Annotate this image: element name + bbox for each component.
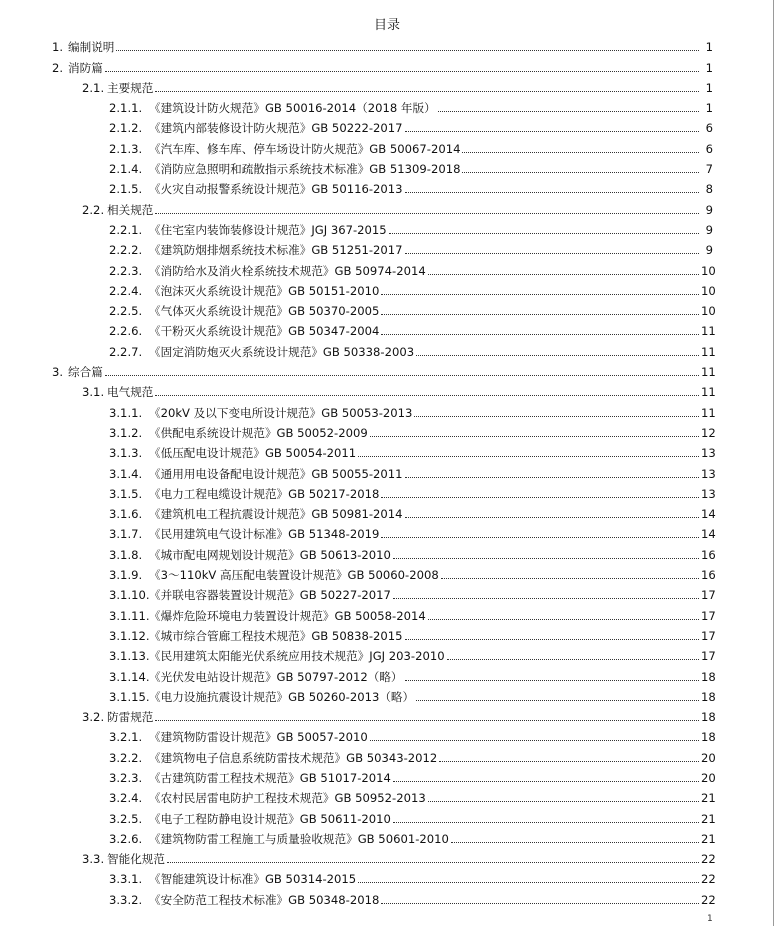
toc-dot-leader — [105, 365, 699, 379]
toc-entry-title: 《智能建筑设计标准》GB 50314-2015 — [149, 872, 357, 887]
toc-title: 目录 — [373, 18, 400, 33]
toc-entry-page: 10 — [701, 263, 716, 278]
toc-entry[interactable] — [0, 115, 774, 135]
toc-entry-title: 《城市综合管廊工程技术规范》GB 50838-2015 — [149, 628, 403, 643]
toc-entry-title: 《电子工程防静电设计规范》GB 50611-2010 — [149, 811, 391, 826]
toc-entry[interactable] — [0, 562, 774, 582]
toc-entry-number: 3.1.10. — [109, 588, 150, 603]
toc-entry[interactable] — [0, 298, 774, 318]
toc-entry-page: 20 — [701, 770, 716, 785]
toc-entry-page: 17 — [701, 628, 716, 643]
toc-dot-leader — [381, 527, 699, 541]
toc-entry-number: 3.3. — [82, 852, 105, 867]
toc-dot-leader — [370, 426, 699, 440]
toc-dot-leader — [405, 507, 699, 521]
toc-entry-number: 1. — [52, 40, 64, 55]
toc-entry-title: 《电力设施抗震设计规范》GB 50260-2013（略） — [149, 689, 415, 704]
toc-entry-page: 11 — [701, 365, 716, 380]
toc-entry[interactable] — [0, 318, 774, 338]
toc-entry-page: 14 — [701, 527, 716, 542]
toc-entry-number: 3.1.1. — [109, 405, 143, 420]
toc-entry-page: 9 — [705, 222, 713, 237]
toc-entry-title: 主要规范 — [107, 80, 154, 95]
toc-dot-leader — [462, 162, 699, 176]
toc-entry[interactable] — [0, 338, 774, 358]
toc-entry-page: 10 — [701, 304, 716, 319]
toc-dot-leader — [405, 243, 699, 257]
toc-entry-page: 1 — [705, 101, 713, 116]
toc-entry[interactable] — [0, 805, 774, 825]
toc-entry[interactable] — [0, 34, 774, 54]
toc-entry-title: 《电力工程电缆设计规范》GB 50217-2018 — [149, 486, 380, 501]
toc-entry-title: 《民用建筑电气设计标准》GB 51348-2019 — [149, 527, 380, 542]
toc-dot-leader — [393, 812, 699, 826]
toc-entry-number: 2.2.5. — [109, 304, 143, 319]
toc-entry-title: 《农村民居雷电防护工程技术规范》GB 50952-2013 — [149, 791, 426, 806]
toc-entry[interactable] — [0, 704, 774, 724]
toc-entry-page: 11 — [701, 344, 716, 359]
toc-entry-title: 《并联电容器装置设计规范》GB 50227-2017 — [149, 588, 391, 603]
toc-entry[interactable] — [0, 501, 774, 521]
toc-dot-leader — [428, 609, 699, 623]
toc-entry-page: 1 — [705, 60, 713, 75]
toc-entry-page: 10 — [701, 283, 716, 298]
toc-entry-number: 3.1.4. — [109, 466, 143, 481]
toc-entry-page: 22 — [701, 872, 716, 887]
toc-dot-leader — [381, 487, 699, 501]
toc-entry-title: 智能化规范 — [107, 852, 165, 867]
toc-entry-page: 22 — [701, 892, 716, 907]
toc-entry-number: 3.1.5. — [109, 486, 143, 501]
toc-dot-leader — [155, 385, 699, 399]
toc-entry[interactable] — [0, 156, 774, 176]
toc-entry-number: 2.2.3. — [109, 263, 143, 278]
toc-entry-title: 防雷规范 — [107, 710, 154, 725]
toc-entry-title: 编制说明 — [68, 40, 115, 55]
toc-entry-title: 《泡沫灭火系统设计规范》GB 50151-2010 — [149, 283, 380, 298]
toc-dot-leader — [451, 832, 699, 846]
toc-entry-page: 1 — [705, 80, 713, 95]
toc-entry-number: 2.2.1. — [109, 222, 143, 237]
toc-entry-page: 17 — [701, 649, 716, 664]
toc-entry-number: 3.1.13. — [109, 649, 150, 664]
toc-entry[interactable] — [0, 257, 774, 277]
toc-entry-title: 《气体灭火系统设计规范》GB 50370-2005 — [149, 304, 380, 319]
toc-entry-title: 《建筑物防雷工程施工与质量验收规范》GB 50601-2010 — [149, 831, 449, 846]
toc-dot-leader — [462, 142, 699, 156]
toc-entry[interactable] — [0, 846, 774, 866]
toc-entry-title: 相关规范 — [107, 202, 154, 217]
toc-entry[interactable] — [0, 785, 774, 805]
toc-entry-title: 《建筑设计防火规范》GB 50016-2014（2018 年版） — [149, 101, 436, 116]
toc-entry-page: 16 — [701, 547, 716, 562]
toc-entry[interactable] — [0, 643, 774, 663]
toc-entry-number: 2.1.5. — [109, 182, 143, 197]
toc-entry[interactable] — [0, 135, 774, 155]
toc-entry-page: 12 — [701, 425, 716, 440]
toc-entry[interactable] — [0, 399, 774, 419]
toc-entry-number: 3.1.11. — [109, 608, 150, 623]
toc-dot-leader — [438, 101, 699, 115]
toc-entry-number: 3.1.9. — [109, 568, 143, 583]
toc-entry-title: 《建筑内部装修设计防火规范》GB 50222-2017 — [149, 121, 403, 136]
toc-entry-title: 《建筑机电工程抗震设计规范》GB 50981-2014 — [149, 507, 403, 522]
toc-dot-leader — [414, 406, 699, 420]
toc-entry-number: 3.2.1. — [109, 730, 143, 745]
toc-entry[interactable] — [0, 420, 774, 440]
toc-entry-title: 《低压配电设计规范》GB 50054-2011 — [149, 446, 357, 461]
toc-entry[interactable] — [0, 582, 774, 602]
toc-entry[interactable] — [0, 541, 774, 561]
toc-dot-leader — [439, 751, 699, 765]
toc-entry-title: 《3～110kV 高压配电装置设计规范》GB 50060-2008 — [149, 568, 439, 583]
toc-entry-title: 消防篇 — [68, 60, 103, 75]
toc-entry-number: 3.2. — [82, 710, 105, 725]
toc-entry-title: 《通用用电设备配电设计规范》GB 50055-2011 — [149, 466, 403, 481]
toc-entry[interactable] — [0, 724, 774, 744]
toc-entry-title: 《消防应急照明和疏散指示系统技术标准》GB 51309-2018 — [149, 162, 461, 177]
toc-entry-number: 3.1.12. — [109, 628, 150, 643]
toc-entry-number: 3.3.1. — [109, 872, 143, 887]
toc-entry-number: 3.2.3. — [109, 770, 143, 785]
toc-dot-leader — [370, 730, 699, 744]
toc-dot-leader — [381, 304, 699, 318]
toc-dot-leader — [447, 649, 699, 663]
toc-entry-number: 2.1.1. — [109, 101, 143, 116]
toc-entry[interactable] — [0, 521, 774, 541]
toc-entry-number: 3.2.2. — [109, 750, 143, 765]
toc-entry-page: 13 — [701, 446, 716, 461]
toc-entry-page: 21 — [701, 831, 716, 846]
toc-dot-leader — [405, 121, 699, 135]
toc-entry[interactable] — [0, 359, 774, 379]
toc-dot-leader — [393, 588, 699, 602]
toc-entry-page: 8 — [705, 182, 713, 197]
toc-entry-number: 3.1. — [82, 385, 105, 400]
toc-entry-title: 《建筑物电子信息系统防雷技术规范》GB 50343-2012 — [149, 750, 438, 765]
toc-entry-number: 3.1.8. — [109, 547, 143, 562]
toc-entry[interactable] — [0, 866, 774, 886]
toc-entry-title: 《古建筑防雷工程技术规范》GB 51017-2014 — [149, 770, 391, 785]
toc-dot-leader — [405, 182, 699, 196]
toc-entry-title: 《建筑物防雷设计规范》GB 50057-2010 — [149, 730, 368, 745]
toc-entry-number: 3.2.4. — [109, 791, 143, 806]
toc-entry-page: 1 — [705, 40, 713, 55]
toc-entry-number: 3.1.3. — [109, 446, 143, 461]
toc-dot-leader — [405, 670, 699, 684]
toc-entry-number: 2.1.3. — [109, 141, 143, 156]
toc-dot-leader — [358, 446, 699, 460]
toc-entry[interactable] — [0, 684, 774, 704]
toc-entry-page: 16 — [701, 568, 716, 583]
toc-entry-title: 《供配电系统设计规范》GB 50052-2009 — [149, 425, 368, 440]
toc-dot-leader — [167, 852, 699, 866]
toc-entry-number: 2. — [52, 60, 64, 75]
toc-dot-leader — [393, 548, 699, 562]
toc-entry-title: 《火灾自动报警系统设计规范》GB 50116-2013 — [149, 182, 403, 197]
toc-entry-page: 13 — [701, 486, 716, 501]
toc-entry-page: 14 — [701, 507, 716, 522]
toc-entry-page: 18 — [701, 710, 716, 725]
toc-entry[interactable] — [0, 440, 774, 460]
toc-dot-leader — [105, 61, 699, 75]
toc-entry-number: 3.1.15. — [109, 689, 150, 704]
toc-dot-leader — [381, 324, 699, 338]
toc-entry-number: 2.1.2. — [109, 121, 143, 136]
toc-entry-page: 17 — [701, 588, 716, 603]
toc-entry-page: 18 — [701, 730, 716, 745]
toc-entry-page: 22 — [701, 852, 716, 867]
toc-entry[interactable] — [0, 826, 774, 846]
toc-entry[interactable] — [0, 176, 774, 196]
toc-entry-page: 11 — [701, 385, 716, 400]
toc-dot-leader — [381, 893, 699, 907]
toc-entry-title: 综合篇 — [68, 365, 103, 380]
toc-entry-number: 3.1.2. — [109, 425, 143, 440]
toc-entry-page: 9 — [705, 202, 713, 217]
toc-entry-page: 21 — [701, 811, 716, 826]
toc-entry-number: 2.1. — [82, 80, 105, 95]
toc-entry-number: 2.2. — [82, 202, 105, 217]
toc-entry[interactable] — [0, 237, 774, 257]
toc-dot-leader — [155, 203, 699, 217]
toc-entry-page: 18 — [701, 669, 716, 684]
toc-entry-title: 《20kV 及以下变电所设计规范》GB 50053-2013 — [149, 405, 413, 420]
toc-entry-title: 《民用建筑太阳能光伏系统应用技术规范》JGJ 203-2010 — [149, 649, 445, 664]
toc-entry-title: 《城市配电网规划设计规范》GB 50613-2010 — [149, 547, 391, 562]
toc-entry[interactable] — [0, 278, 774, 298]
toc-entry-page: 9 — [705, 243, 713, 258]
toc-entry[interactable] — [0, 886, 774, 906]
toc-entry-page: 11 — [701, 405, 716, 420]
toc-entry-number: 3.3.2. — [109, 892, 143, 907]
toc-entry[interactable] — [0, 95, 774, 115]
toc-dot-leader — [428, 264, 699, 278]
toc-entry-title: 《固定消防炮灭火系统设计规范》GB 50338-2003 — [149, 344, 415, 359]
toc-entry[interactable] — [0, 765, 774, 785]
toc-entry-number: 2.2.7. — [109, 344, 143, 359]
toc-entry[interactable] — [0, 460, 774, 480]
toc-entry[interactable] — [0, 663, 774, 683]
toc-entry-number: 3. — [52, 365, 64, 380]
toc-entry-title: 《爆炸危险环境电力装置设计规范》GB 50058-2014 — [149, 608, 426, 623]
toc-entry-title: 电气规范 — [107, 385, 154, 400]
toc-entry[interactable] — [0, 196, 774, 216]
toc-dot-leader — [428, 791, 699, 805]
toc-dot-leader — [155, 81, 699, 95]
toc-entry-number: 3.1.14. — [109, 669, 150, 684]
toc-entry-page: 17 — [701, 608, 716, 623]
toc-entry[interactable] — [0, 481, 774, 501]
toc-entry-title: 《光伏发电站设计规范》GB 50797-2012（略） — [149, 669, 403, 684]
page-corner-mark: 1 — [707, 914, 713, 924]
toc-entry-page: 13 — [701, 466, 716, 481]
toc-entry-number: 3.1.6. — [109, 507, 143, 522]
toc-entry-page: 20 — [701, 750, 716, 765]
toc-entry-number: 2.2.6. — [109, 324, 143, 339]
toc-entry-page: 7 — [705, 162, 713, 177]
toc-entry-title: 《消防给水及消火栓系统技术规范》GB 50974-2014 — [149, 263, 426, 278]
toc-dot-leader — [358, 872, 699, 886]
toc-entry-title: 《建筑防烟排烟系统技术标准》GB 51251-2017 — [149, 243, 403, 258]
toc-entry-number: 3.2.5. — [109, 811, 143, 826]
toc-entry[interactable] — [0, 602, 774, 622]
toc-entry-title: 《住宅室内装饰装修设计规范》JGJ 367-2015 — [149, 222, 387, 237]
toc-entry-page: 6 — [705, 121, 713, 136]
toc-entry[interactable] — [0, 379, 774, 399]
toc-dot-leader — [405, 629, 699, 643]
toc-entry[interactable] — [0, 744, 774, 764]
toc-dot-leader — [441, 568, 699, 582]
toc-entry-title: 《干粉灭火系统设计规范》GB 50347-2004 — [149, 324, 380, 339]
toc-entry-title: 《汽车库、修车库、停车场设计防火规范》GB 50067-2014 — [149, 141, 461, 156]
toc-dot-leader — [405, 467, 699, 481]
toc-entry[interactable] — [0, 75, 774, 95]
toc-dot-leader — [155, 710, 699, 724]
toc-entry-number: 2.2.2. — [109, 243, 143, 258]
toc-dot-leader — [393, 771, 699, 785]
toc-entry-page: 21 — [701, 791, 716, 806]
toc-entry-page: 11 — [701, 324, 716, 339]
toc-dot-leader — [381, 284, 699, 298]
toc-entry-number: 2.2.4. — [109, 283, 143, 298]
toc-entry-number: 3.2.6. — [109, 831, 143, 846]
toc-dot-leader — [416, 690, 699, 704]
toc-entry[interactable] — [0, 217, 774, 237]
toc-entry-page: 18 — [701, 689, 716, 704]
table-of-contents — [0, 34, 774, 907]
toc-entry[interactable] — [0, 54, 774, 74]
toc-entry-title: 《安全防范工程技术标准》GB 50348-2018 — [149, 892, 380, 907]
toc-dot-leader — [116, 40, 699, 54]
toc-entry-number: 3.1.7. — [109, 527, 143, 542]
toc-dot-leader — [416, 345, 699, 359]
toc-entry[interactable] — [0, 623, 774, 643]
toc-dot-leader — [389, 223, 699, 237]
toc-entry-number: 2.1.4. — [109, 162, 143, 177]
toc-entry-page: 6 — [705, 141, 713, 156]
